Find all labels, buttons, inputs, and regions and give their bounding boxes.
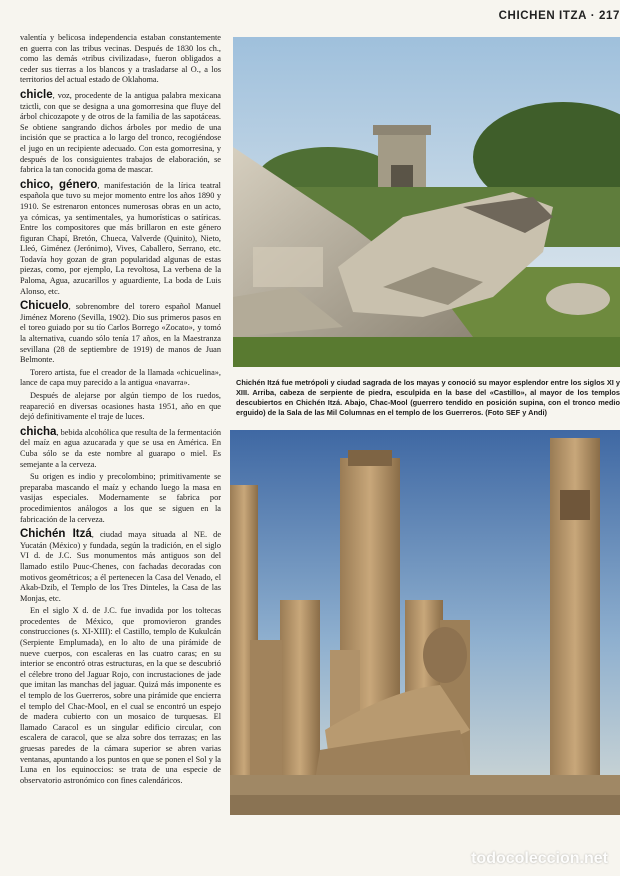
chac-mool-photo (230, 430, 620, 815)
entry-paragraph: En el siglo X d. de J.C. fue invadida por los toltecas procedentes de México, que promovieron grandes construcciones (s. XI-XIII): el Castillo, templo de Kukulcán (Serpiente Emplumada), en lo alto de una pirámide de nueve cuerpos, con escaleras en las cuatro caras; en su interior se encontró otras estructuras, en la que se descubrió el célebre trono del Jaguar Rojo, con incrustaciones de jade que imitan las manchas del jaguar. Quizá más imponente es el templo de los Guerreros, sobre una pirámide que encierra el templo del Chac-Mool, en el cual se encontró un espejo de madera cubierto con un mosaico de turquesas. El llamado Caracol es un singular edificio circular, con escalera de caracol, que se alza sobre dos terrazas; en las gruesas paredes de la cámara superior se abren varias ventanas, apuntando a los puntos en que se ponen el Sol y la Luna en los equinoccios: se trata de una especie de observatorio astronómico con fines calendáricos. (20, 606, 221, 785)
entry-chicha (20, 427, 221, 525)
entry-paragraph: Torero artista, fue el creador de la llamada «chicuelina», lance de capa muy parecido a la antigua «navarra». (20, 367, 221, 388)
entry-paragraph: Su origen es indio y precolombino; primitivamente se preparaba mascando el maíz y echando luego la masa en vasijas especiales. Modernamente se fabrica por procedimientos análogos a los que se siguen en la fabricación de la cerveza. (20, 472, 221, 524)
entry-body: , ciudad maya situada al NE. de Yucatán (México) y fundada, según la tradición, en el siglo VI d. de J.C. Sus monumentos más antiguos son del llamado estilo Puuc-Chenes, con fachadas decoradas con motivos geométricos; a él pertenecen la Casa del Venado, el Akab-Dzib, el Templo de los Tres Dinteles, la Casa de las Monjas, etc. (20, 530, 221, 603)
entry-chicuelo (20, 301, 221, 423)
serpent-head-photo (233, 37, 620, 367)
chac-mool-illustration (230, 430, 620, 815)
intro-paragraph: valentía y belicosa independencia estaban constantemente en guerra con las tribus vecinas. Después de 1830 los ch., como las demás «tribus civilizadas», fueron obligados a ceder sus tierras a los blancos y a trasladarse al O., a los territorios del actual estado de Oklahoma. (20, 33, 221, 85)
running-head: CHICHÉN ITZÁ · 217 (498, 10, 620, 22)
photo-caption: Chichén Itzá fue metrópoli y ciudad sagrada de los mayas y conoció su mayor esplendor entre los siglos XI y XIII. Arriba, cabeza de serpiente de piedra, esculpida en la base del «Castillo», al mayor de los templos descubiertos en Chichén Itzá. Abajo, Chac-Mool (guerrero tendido en posición supina, con el tronco medio erguido) de la Sala de las Mil Columnas en el templo de los Guerreros. (Foto SEF y Andi) (236, 378, 620, 417)
entry-body: , bebida alcohólica que resulta de la fermentación del maíz en agua azucarada y que se usa en América. En Cuba sólo se da este nombre al guarapo o miel. Es semejante a la cerveza. (20, 427, 221, 469)
headword: Chichén Itzá (20, 528, 92, 541)
serpent-head-illustration (233, 37, 620, 367)
headword: chicha (20, 425, 57, 438)
dictionary-text-column (20, 33, 221, 843)
entry-chico-genero (20, 180, 221, 298)
headword: chicle (20, 88, 53, 101)
headword: chico, género (20, 178, 98, 191)
headword: Chicuelo (20, 300, 69, 313)
entry-chichen-itza (20, 529, 221, 786)
watermark: todocoleccion.net (471, 850, 608, 867)
entry-body: , sobrenombre del torero español Manuel Jiménez Moreno (Sevilla, 1902). Dio sus primeros pasos en el toreo guiado por su tío Carlos Borrego «Zocato», y tomó la alternativa, cuando sólo tenía 17 años, en la Maestranza sevillana (28 de septiembre de 1919) de manos de Juan Belmonte. (20, 302, 221, 365)
entry-paragraph: Después de alejarse por algún tiempo de los ruedos, reapareció en diversas ocasiones hasta 1951, año en que dejó definitivamente el traje de luces. (20, 391, 221, 422)
entry-chicle (20, 90, 221, 176)
entry-body: , manifestación de la lírica teatral española que tuvo su mejor momento entre los años 1890 y 1910. Se estrenaron entonces numerosas obras en un acto, ya cómicas, ya sentimentales, ya humorísticas o satíricas. Entre los compositores que más brillaron en este género figuran Chapí, Bretón, Chueca, Valverde (Quinito), Nieto, Lleó, Giménez (Jerónimo), Vives, Caballero, Serrano, etc. Todavía hoy gozan de gran popularidad algunas de estas piezas, como, por ejemplo, La revoltosa, La verbena de la Paloma, Agua, azucarillos y aguardiente, La boda de Luis Alonso, etc. (20, 180, 221, 296)
entry-body: , voz, procedente de la antigua palabra mexicana tzictli, con que se designa a una gomorresina que fluye del árbol chicozapote y de otros de la familia de las sapotáceas. Se obtiene sangrando dichos árboles por medio de una incisión que se practica a lo largo del tronco, recogiéndose el jugo en un recipiente adecuado. Con esta gomorresina, y después de los consiguientes trabajos de elaboración, se fabrica la tan conocida goma de mascar. (20, 90, 221, 175)
